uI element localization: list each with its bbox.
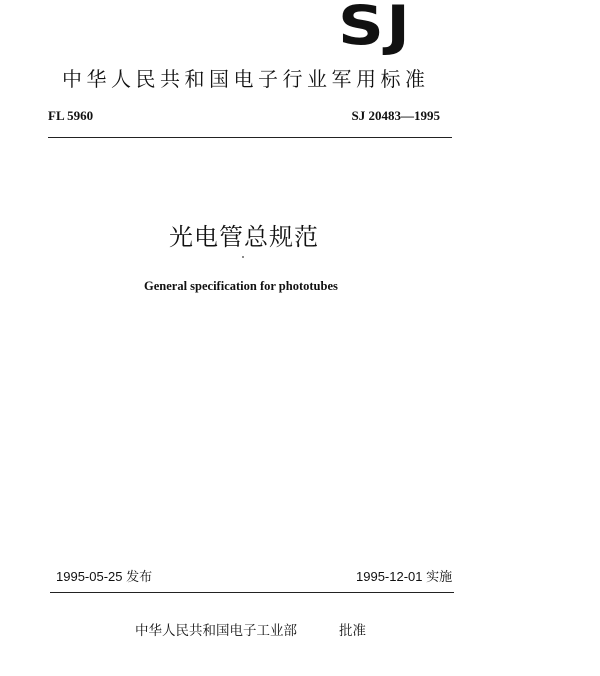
standard-category-heading: 中华人民共和国电子行业军用标准	[62, 67, 430, 91]
sj-logo: SJ	[338, 0, 413, 57]
speck-mark	[242, 256, 244, 258]
classification-code: FL 5960	[48, 108, 94, 123]
document-title-chinese: 光电管总规范	[169, 223, 319, 251]
implementation-date: 1995-12-01 实施	[356, 569, 453, 584]
footer-divider	[50, 592, 454, 593]
approval-label: 批准	[339, 623, 366, 639]
document-title-english: General specification for phototubes	[144, 279, 338, 293]
issue-date: 1995-05-25 发布	[56, 569, 153, 584]
issuing-authority: 中华人民共和国电子工业部	[135, 623, 297, 639]
standard-number: SJ 20483—1995	[351, 108, 440, 123]
header-divider	[48, 137, 452, 138]
